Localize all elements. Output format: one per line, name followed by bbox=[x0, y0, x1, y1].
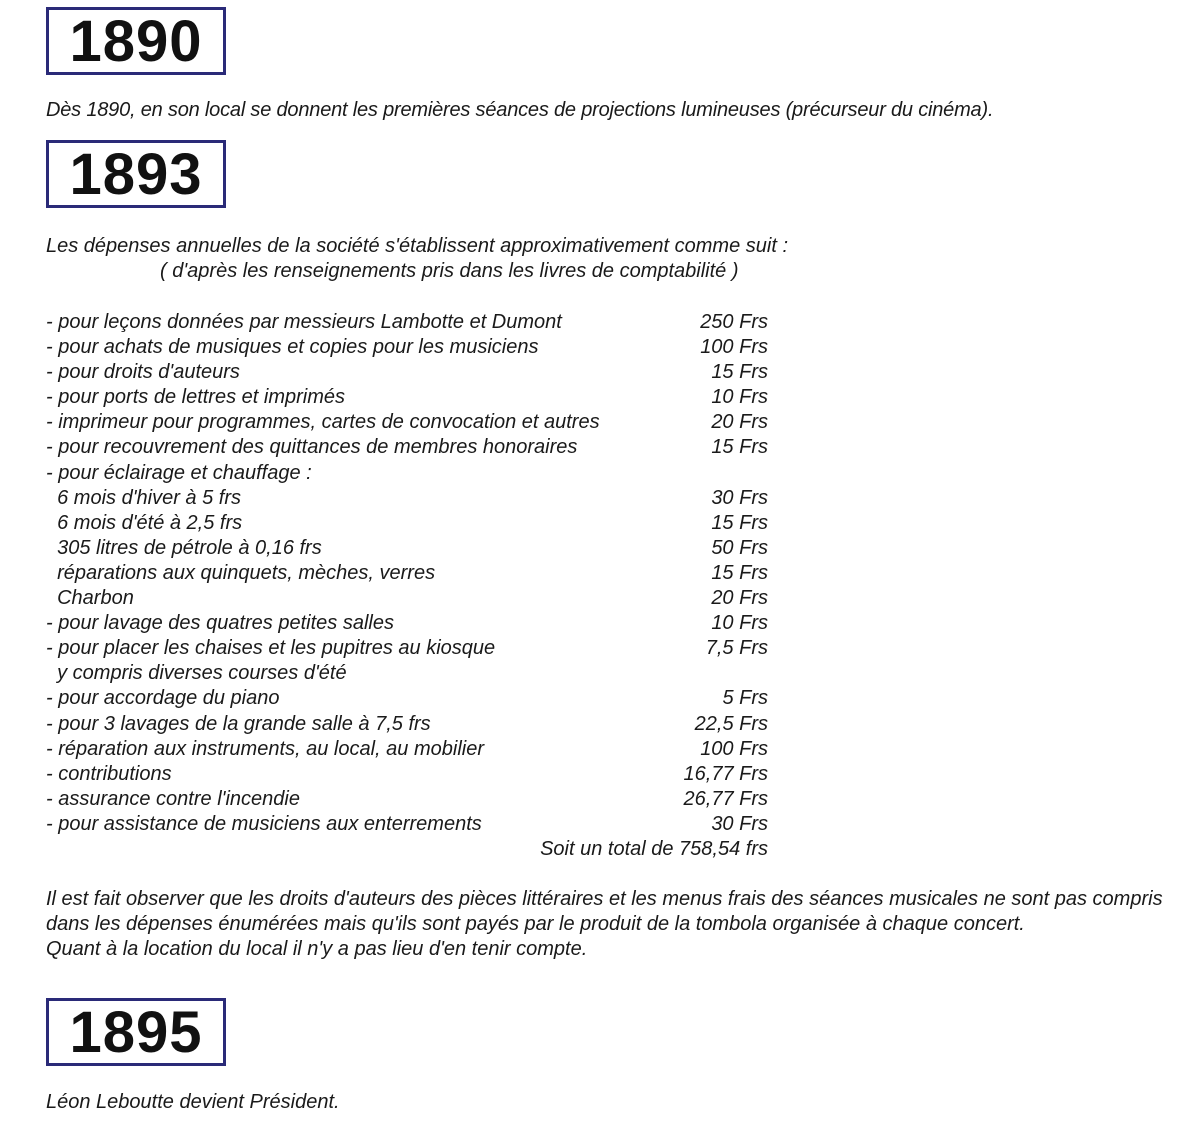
expense-amount: 10 Frs bbox=[711, 612, 768, 635]
expense-label: réparations aux quinquets, mèches, verres bbox=[46, 561, 436, 584]
expense-label: - pour recouvrement des quittances de membres honoraires bbox=[46, 436, 578, 459]
text-1890: Dès 1890, en son local se donnent les premières séances de projections lumineuses (précurseur du cinéma). bbox=[46, 99, 994, 121]
expense-row bbox=[46, 611, 768, 636]
expense-row bbox=[46, 486, 768, 511]
expense-row bbox=[46, 636, 768, 661]
expense-label: - pour droits d'auteurs bbox=[46, 361, 240, 384]
expense-row bbox=[46, 335, 768, 360]
expense-amount: 20 Frs bbox=[711, 411, 768, 434]
note-paragraph-1 bbox=[46, 887, 1171, 962]
expense-row bbox=[46, 787, 768, 812]
expenses-source-note: ( d'après les renseignements pris dans les livres de comptabilité ) bbox=[160, 260, 739, 282]
expense-row bbox=[46, 310, 768, 335]
expense-amount: 15 Frs bbox=[711, 436, 768, 459]
expense-row bbox=[46, 561, 768, 586]
expense-row bbox=[46, 812, 768, 837]
expense-row bbox=[46, 661, 768, 686]
expense-total: Soit un total de 758,54 frs bbox=[540, 837, 768, 860]
expense-label: - pour placer les chaises et les pupitres au kiosque bbox=[46, 637, 496, 660]
expense-label: - pour achats de musiques et copies pour les musiciens bbox=[46, 336, 539, 359]
expense-amount: 30 Frs bbox=[711, 486, 768, 509]
note-text-2: Quant à la location du local il n'y a pas lieu d'en tenir compte. bbox=[46, 938, 588, 960]
text-1895: Léon Leboutte devient Président. bbox=[46, 1091, 340, 1113]
expense-row bbox=[46, 511, 768, 536]
expense-label: 305 litres de pétrole à 0,16 frs bbox=[46, 536, 322, 559]
expense-row bbox=[46, 737, 768, 762]
expense-row bbox=[46, 410, 768, 435]
expense-label: 6 mois d'hiver à 5 frs bbox=[46, 486, 241, 509]
expense-row bbox=[46, 435, 768, 460]
expense-amount: 100 Frs bbox=[700, 737, 768, 760]
expense-label: - réparation aux instruments, au local, au mobilier bbox=[46, 737, 484, 760]
expense-amount: 50 Frs bbox=[711, 536, 768, 559]
year-heading-1893: 1893 bbox=[46, 140, 226, 208]
expense-row bbox=[46, 586, 768, 611]
note-text-1: Il est fait observer que les droits d'auteurs des pièces littéraires et les menus frais des séances musicales ne sont pas compris dans les dépenses énumérées mais qu'ils sont payés par le produit de la tombola organisée à chaque concert. bbox=[46, 888, 1163, 935]
expense-amount: 15 Frs bbox=[711, 361, 768, 384]
expense-amount: 15 Frs bbox=[711, 511, 768, 534]
expense-label: - contributions bbox=[46, 762, 172, 785]
expense-total-row bbox=[46, 837, 768, 862]
expense-row bbox=[46, 461, 768, 486]
year-heading-1895: 1895 bbox=[46, 998, 226, 1066]
expense-amount: 10 Frs bbox=[711, 386, 768, 409]
year-heading-1890: 1890 bbox=[46, 7, 226, 75]
expense-label: - pour lavage des quatres petites salles bbox=[46, 612, 394, 635]
expense-row bbox=[46, 712, 768, 737]
expense-label: - pour accordage du piano bbox=[46, 687, 280, 710]
expense-row bbox=[46, 536, 768, 561]
expense-label: - imprimeur pour programmes, cartes de convocation et autres bbox=[46, 411, 600, 434]
expense-amount: 30 Frs bbox=[711, 812, 768, 835]
expense-row bbox=[46, 385, 768, 410]
expense-amount: 5 Frs bbox=[722, 687, 768, 710]
expense-label: - pour assistance de musiciens aux enterrements bbox=[46, 812, 482, 835]
expense-label: - pour ports de lettres et imprimés bbox=[46, 386, 345, 409]
expense-amount: 15 Frs bbox=[711, 561, 768, 584]
expense-label: - pour leçons données par messieurs Lambotte et Dumont bbox=[46, 311, 562, 333]
expense-row bbox=[46, 360, 768, 385]
expense-amount: 250 Frs bbox=[700, 311, 768, 333]
expense-amount: 16,77 Frs bbox=[683, 762, 768, 785]
expenses-list bbox=[46, 310, 768, 862]
expense-amount: 7,5 Frs bbox=[705, 637, 768, 660]
expense-label: - assurance contre l'incendie bbox=[46, 787, 300, 810]
expense-amount: 26,77 Frs bbox=[683, 787, 768, 810]
expenses-intro: Les dépenses annuelles de la société s'établissent approximativement comme suit : bbox=[46, 235, 789, 257]
expense-label: y compris diverses courses d'été bbox=[46, 662, 347, 685]
expense-row bbox=[46, 762, 768, 787]
expense-amount: 20 Frs bbox=[711, 587, 768, 610]
expense-row bbox=[46, 686, 768, 711]
expense-label: 6 mois d'été à 2,5 frs bbox=[46, 511, 243, 534]
expense-amount: 22,5 Frs bbox=[694, 712, 768, 735]
expense-label: Charbon bbox=[46, 587, 134, 610]
expense-label: - pour éclairage et chauffage : bbox=[46, 461, 312, 484]
expense-label: - pour 3 lavages de la grande salle à 7,5 frs bbox=[46, 712, 431, 735]
expense-amount: 100 Frs bbox=[700, 336, 768, 359]
